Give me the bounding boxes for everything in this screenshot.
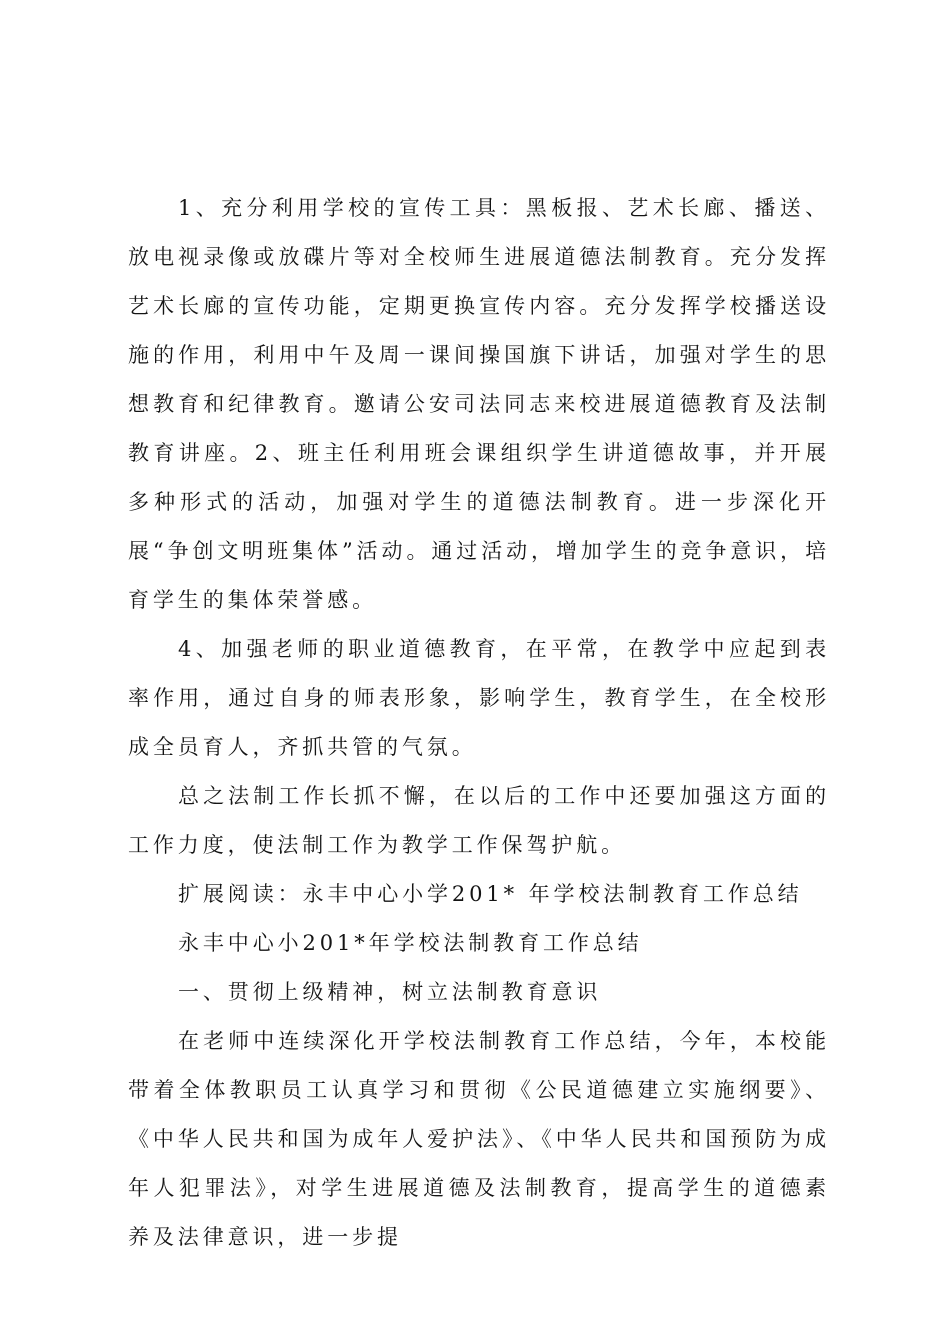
extended-reading-title: 扩展阅读：永丰中心小学201* 年学校法制教育工作总结: [178, 882, 803, 906]
paragraph-teacher-ethics: 4、加强老师的职业道德教育，在平常，在教学中应起到表率作用，通过自身的师表形象，影响学生，教育学生，在全校形成全员育人，齐抓共管的气氛。: [128, 637, 830, 759]
paragraph-legal-education: 在老师中连续深化开学校法制教育工作总结，今年，本校能带着全体教职员工认真学习和贯彻《公民道德建立实施纲要》、《中华人民共和国为成年人爱护法》、《中华人民共和国预防为成年人犯罪法》，对学生进展道德及法制教育，提高学生的道德素养及法律意识，进一步提: [128, 1029, 830, 1249]
section-heading-1: 一、贯彻上级精神，树立法制教育意识: [178, 980, 602, 1004]
paragraph-propaganda-tools: 1、充分利用学校的宣传工具：黑板报、艺术长廊、播送、放电视录像或放碟片等对全校师生进展道德法制教育。充分发挥艺术长廊的宣传功能，定期更换宣传内容。充分发挥学校播送设施的作用，利用中午及周一课间操国旗下讲话，加强对学生的思想教育和纪律教育。邀请公安司法同志来校进展道德教育及法制教育讲座。2、班主任利用班会课组织学生讲道德故事，并开展多种形式的活动，加强对学生的道德法制教育。进一步深化开展“争创文明班集体”活动。通过活动，增加学生的竞争意识，培育学生的集体荣誉感。: [128, 196, 830, 612]
document-body: [128, 184, 830, 1262]
paragraph-conclusion: 总之法制工作长抓不懈，在以后的工作中还要加强这方面的工作力度，使法制工作为教学工作保驾护航。: [128, 784, 830, 857]
report-title: 永丰中心小201*年学校法制教育工作总结: [178, 931, 643, 955]
